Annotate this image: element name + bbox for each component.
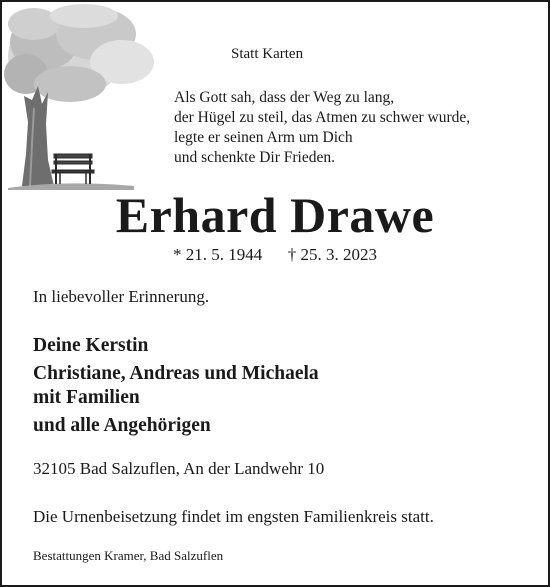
mourner-line: und alle Angehörigen <box>33 415 211 436</box>
verse-line: Als Gott sah, dass der Weg zu lang, <box>174 89 395 106</box>
tree-canopy <box>4 4 154 102</box>
tree-bench-illustration <box>4 4 164 194</box>
death-date: † 25. 3. 2023 <box>287 245 377 264</box>
deceased-name: Erhard Drawe <box>115 187 435 243</box>
verse-block <box>174 88 470 168</box>
mourner-line: Christiane, Andreas und Michaela <box>33 363 319 384</box>
birth-date: * 21. 5. 1944 <box>173 245 263 264</box>
mourning-address: 32105 Bad Salzuflen, An der Landwehr 10 <box>33 459 325 478</box>
verse-line: der Hügel zu steil, das Atmen zu schwer wurde, <box>174 109 471 126</box>
burial-note: Die Urnenbeisetzung findet im engsten Familienkreis statt. <box>33 507 434 526</box>
remembrance-text: In liebevoller Erinnerung. <box>33 287 210 306</box>
statt-karten-header: Statt Karten <box>231 46 304 62</box>
mourner-line: mit Familien <box>33 387 140 408</box>
undertaker-credit: Bestattungen Kramer, Bad Salzuflen <box>33 548 224 563</box>
life-dates <box>2 245 548 265</box>
verse-line: und schenkte Dir Frieden. <box>174 149 335 166</box>
bench-icon <box>52 154 94 184</box>
mourner-line: Deine Kerstin <box>33 335 149 356</box>
verse-line: legte er seinen Arm um Dich <box>174 129 353 146</box>
tree-trunk <box>22 86 54 186</box>
mourners-block <box>33 334 319 438</box>
